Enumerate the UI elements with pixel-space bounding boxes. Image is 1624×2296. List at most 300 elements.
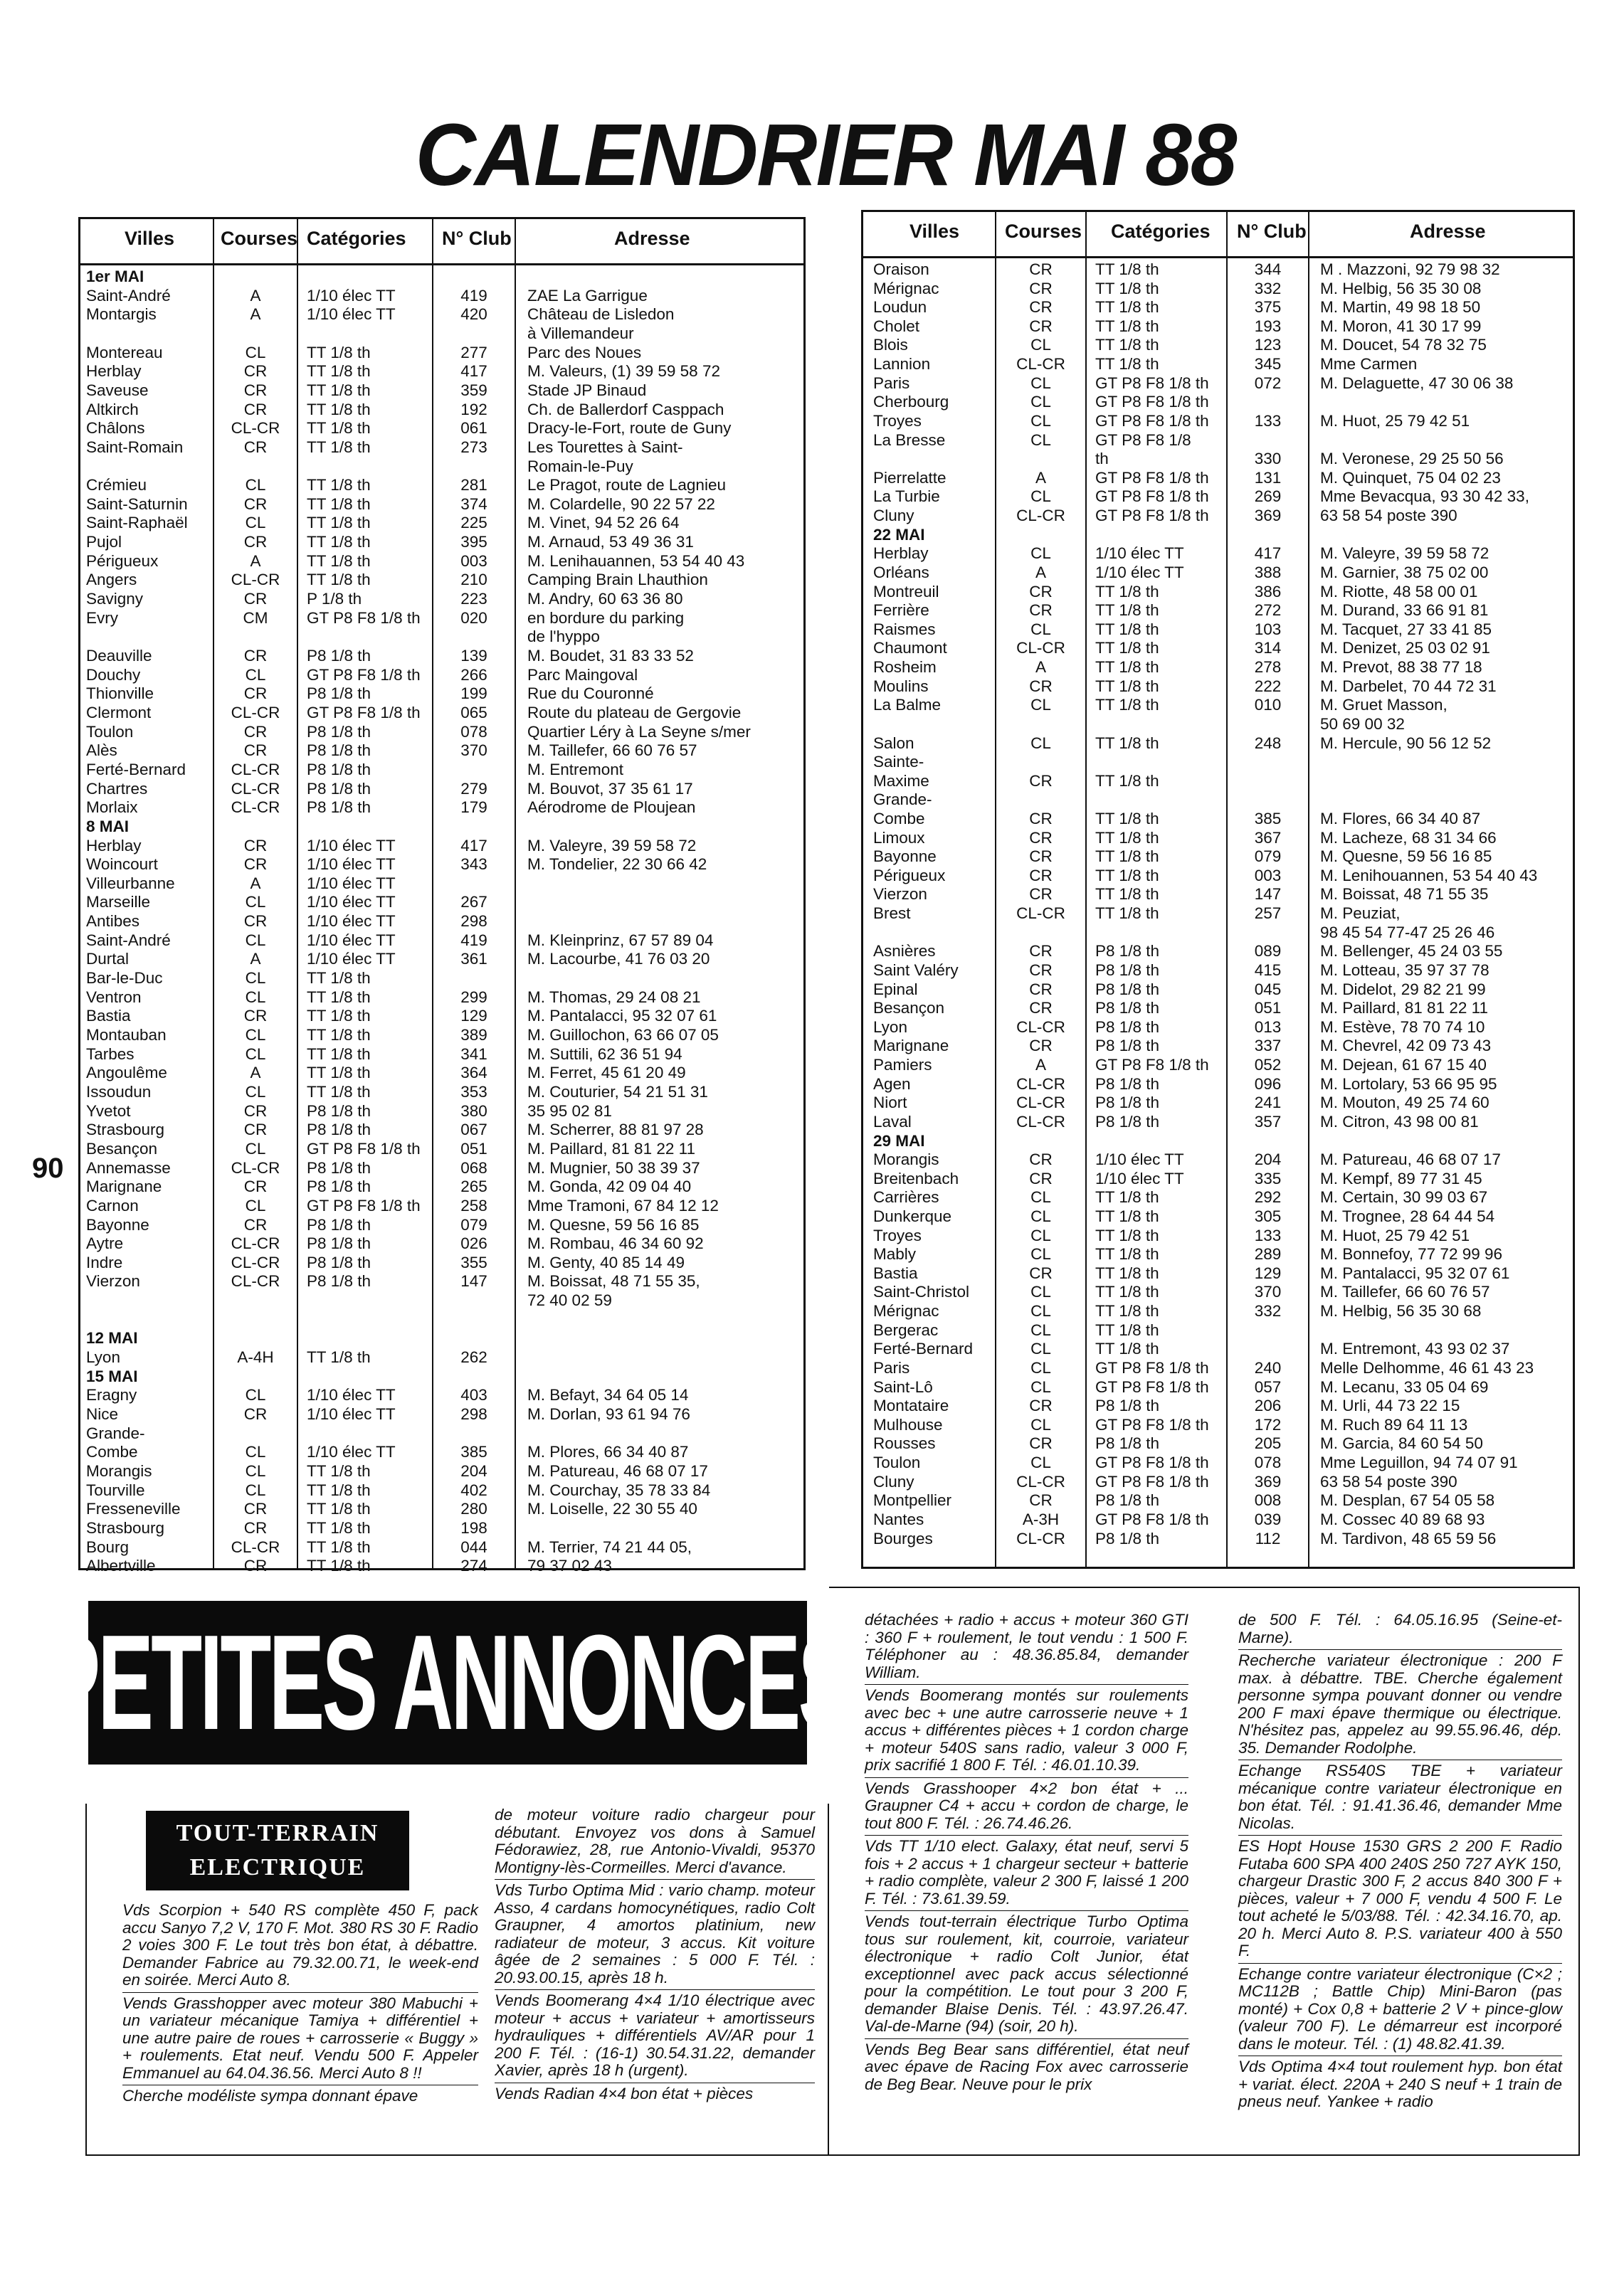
table-row xyxy=(80,684,803,704)
cell-categorie: P8 1/8 th xyxy=(1095,1397,1160,1415)
cell-ville: Bergerac xyxy=(873,1321,939,1339)
table-row xyxy=(80,950,803,969)
cell-categorie: TT 1/8 th xyxy=(1095,1207,1159,1225)
cell-adresse: M. Delaguette, 47 30 06 38 xyxy=(1320,374,1514,392)
cell-ville: Raismes xyxy=(873,620,936,638)
cell-adresse: M. Helbig, 56 35 30 08 xyxy=(1320,279,1482,297)
cell-ville: Saint-André xyxy=(86,286,171,305)
cell-adresse: 63 58 54 poste 390 xyxy=(1320,507,1457,525)
cell-club: 374 xyxy=(460,494,487,513)
cell-categorie: P8 1/8 th xyxy=(1095,942,1160,961)
cell-categorie: GT P8 F8 1/8 th xyxy=(1095,1510,1209,1528)
cell-ville: Bourg xyxy=(86,1538,130,1556)
cell-adresse: M. Loiselle, 22 30 55 40 xyxy=(527,1500,697,1518)
cell-courses: CL-CR xyxy=(1016,507,1065,525)
header-adresse: Adresse xyxy=(1410,221,1486,242)
cell-categorie: TT 1/8 th xyxy=(307,381,371,399)
cell-adresse: M. Citron, 43 98 00 81 xyxy=(1320,1112,1479,1131)
cell-adresse: M. Boissat, 48 71 55 35, xyxy=(527,1272,700,1291)
cell-courses: CR xyxy=(1029,601,1053,620)
cell-adresse: à Villemandeur xyxy=(527,324,634,342)
cell-adresse: Mme Leguillon, 94 74 07 91 xyxy=(1320,1454,1518,1472)
cell-categorie: P8 1/8 th xyxy=(1095,1037,1160,1055)
cell-club: 248 xyxy=(1254,734,1282,752)
classified-ad: Vends Boomerang 4×4 1/10 électrique avec moteur + accus + variateur + amortisseurs hydrauliques + différentiels AV/AR pour 1 200 F. Tél. : (16-1) 30.54.31.22, demander Xavier, après 18 h (urgent). xyxy=(495,1990,815,2083)
cell-ville: Salon xyxy=(873,734,914,752)
cell-adresse: Ch. de Ballerdorf Casppach xyxy=(527,400,724,418)
cell-categorie: TT 1/8 th xyxy=(1095,601,1159,620)
cell-courses: CR xyxy=(243,590,268,608)
cell-categorie: TT 1/8 th xyxy=(307,362,371,381)
cell-club: 267 xyxy=(460,893,487,911)
cell-ville: Bourges xyxy=(873,1529,933,1548)
calendar-table-right xyxy=(861,210,1575,1569)
cell-ville: Besançon xyxy=(873,999,945,1017)
cell-adresse: M. Paillard, 81 81 22 11 xyxy=(1320,999,1488,1017)
cell-categorie: GT P8 F8 1/8 th xyxy=(307,665,421,684)
cell-ville: Lannion xyxy=(873,355,931,374)
cell-categorie: TT 1/8 th xyxy=(1095,620,1159,638)
cell-ville: Thionville xyxy=(86,684,154,703)
cell-adresse: Mme Tramoni, 67 84 12 12 xyxy=(527,1196,719,1215)
cell-courses: CR xyxy=(243,1101,268,1120)
cell-ville: Altkirch xyxy=(86,400,139,418)
cell-ville: Angers xyxy=(86,571,137,589)
cell-categorie: TT 1/8 th xyxy=(307,1082,371,1101)
table-row xyxy=(863,677,1573,697)
cell-club: 193 xyxy=(1254,317,1282,335)
table-row xyxy=(80,855,803,874)
table-row xyxy=(863,564,1573,583)
cell-ville: Albertville xyxy=(86,1557,156,1575)
cell-adresse: M. Thomas, 29 24 08 21 xyxy=(527,988,701,1006)
cell-club: 129 xyxy=(460,1007,487,1025)
cell-adresse: M. Trognee, 28 64 44 54 xyxy=(1320,1207,1495,1225)
cell-ville: Herblay xyxy=(873,544,929,563)
cell-adresse: M. Garnier, 38 75 02 00 xyxy=(1320,563,1489,581)
classified-ad: Recherche variateur électronique : 200 F max. à débattre. TBE. Cherche également personne sympa pouvant donner ou vendre 200 F maxi épave thermique ou électrique. N'hésitez pas, appelez au 99.55.96.46, dép. 35. Demander Rodolphe. xyxy=(1238,1650,1562,1760)
header-club: N° Club xyxy=(1237,221,1307,242)
cell-categorie: TT 1/8 th xyxy=(307,1518,371,1537)
cell-courses: CR xyxy=(243,400,268,418)
table-row xyxy=(863,1207,1573,1227)
cell-club: 277 xyxy=(460,343,487,361)
cell-club: 415 xyxy=(1254,961,1282,979)
table-row xyxy=(80,780,803,799)
date-heading: 22 MAI xyxy=(873,525,925,544)
cell-courses: CR xyxy=(1029,885,1053,904)
cell-ville: La Balme xyxy=(873,696,942,714)
cell-courses: CL xyxy=(1030,1226,1051,1244)
cell-courses: CR xyxy=(1029,1491,1053,1510)
table-row xyxy=(80,1234,803,1254)
cell-courses: A xyxy=(1035,563,1046,581)
table-row xyxy=(80,1557,803,1576)
cell-ville: Morangis xyxy=(86,1461,152,1480)
cell-categorie: TT 1/8 th xyxy=(1095,260,1159,278)
cell-club: 013 xyxy=(1254,1017,1282,1036)
cell-ville: Besançon xyxy=(86,1139,158,1158)
cell-courses: CR xyxy=(243,741,268,760)
table-row xyxy=(863,1188,1573,1207)
cell-club: 370 xyxy=(1254,1283,1282,1301)
cell-adresse: M. Huot, 25 79 42 51 xyxy=(1320,1226,1470,1244)
cell-ville: Maxime xyxy=(873,771,929,790)
classified-ad: Vends Boomerang montés sur roulements avec bec + une autre carrosserie neuve + 1 accus + différentes pièces + 1 cordon charge + moteur 540S sans radio, valeur 3 000 F, prix sacrifié 1 800 F. Tél. : 46.01.10.39. xyxy=(865,1685,1188,1778)
cell-club: 385 xyxy=(460,1443,487,1461)
cell-ville: Indre xyxy=(86,1253,123,1271)
table-row xyxy=(863,1340,1573,1359)
cell-adresse: M. Andry, 60 63 36 80 xyxy=(527,590,683,608)
cell-ville: La Bresse xyxy=(873,430,946,449)
table-row xyxy=(80,988,803,1007)
classified-ad: Vends Grasshopper avec moteur 380 Mabuchi + un variateur mécanique Tamiya + différentiel + une autre paire de roues + carrosserie « Buggy » + roulements. Etat neuf. Vendu 500 F. Appeler Emmanuel au 64.04.36.56. Merci Auto 8 !! xyxy=(122,1993,478,2086)
cell-adresse: M. Certain, 30 99 03 67 xyxy=(1320,1188,1488,1207)
table-row xyxy=(863,507,1573,526)
table-row xyxy=(863,1170,1573,1189)
cell-adresse: Parc des Noues xyxy=(527,343,642,361)
cell-courses: CR xyxy=(243,1121,268,1139)
cell-adresse: Stade JP Binaud xyxy=(527,381,647,399)
cell-categorie: TT 1/8 th xyxy=(307,988,371,1006)
cell-categorie: TT 1/8 th xyxy=(1095,696,1159,714)
cell-ville: Villeurbanne xyxy=(86,874,175,892)
ads-column-3 xyxy=(865,1609,1188,2096)
cell-courses: CM xyxy=(243,608,268,627)
cell-ville: Montauban xyxy=(86,1026,167,1044)
cell-ville: Sainte- xyxy=(873,753,924,771)
table-row xyxy=(863,544,1573,564)
cell-club: 361 xyxy=(460,950,487,968)
table-row xyxy=(863,1302,1573,1321)
cell-courses: CR xyxy=(243,684,268,703)
table-row xyxy=(863,1018,1573,1037)
table-row xyxy=(863,658,1573,677)
cell-categorie: 1/10 élec TT xyxy=(307,855,396,874)
header-villes: Villes xyxy=(909,221,960,242)
cell-categorie: TT 1/8 th xyxy=(307,1007,371,1025)
table-row xyxy=(80,1443,803,1462)
cell-categorie: P8 1/8 th xyxy=(307,1215,371,1234)
table-row xyxy=(80,1272,803,1291)
table-row xyxy=(863,1454,1573,1473)
table-row xyxy=(80,1405,803,1424)
cell-categorie: GT P8 F8 1/8 th xyxy=(307,608,421,627)
cell-categorie: TT 1/8 th xyxy=(1095,279,1159,297)
cell-ville: Rousses xyxy=(873,1434,936,1453)
cell-courses: CR xyxy=(1029,809,1053,827)
cell-adresse: 50 69 00 32 xyxy=(1320,714,1405,733)
table-row xyxy=(80,344,803,363)
table-row xyxy=(80,381,803,401)
table-row xyxy=(80,931,803,951)
cell-club: 353 xyxy=(460,1082,487,1101)
table-row xyxy=(80,1102,803,1121)
cell-ville: Laval xyxy=(873,1112,912,1131)
cell-categorie: TT 1/8 th xyxy=(307,400,371,418)
cell-courses: CR xyxy=(243,912,268,931)
cell-club: 265 xyxy=(460,1178,487,1196)
cell-adresse: M. Gruet Masson, xyxy=(1320,696,1448,714)
cell-ville: Marignane xyxy=(86,1178,162,1196)
cell-courses: CL xyxy=(245,343,266,361)
cell-ville: Cherbourg xyxy=(873,393,949,411)
cell-categorie: P8 1/8 th xyxy=(307,779,371,798)
cell-club: 079 xyxy=(460,1215,487,1234)
cell-club: 078 xyxy=(460,722,487,741)
cell-club: 289 xyxy=(1254,1245,1282,1264)
cell-club: 026 xyxy=(460,1234,487,1253)
cell-adresse: M. Cossec 40 89 68 93 xyxy=(1320,1510,1485,1528)
cell-adresse: M. Didelot, 29 82 21 99 xyxy=(1320,980,1486,998)
table-row xyxy=(80,419,803,438)
cell-adresse: M. Lacourbe, 41 76 03 20 xyxy=(527,950,710,968)
table-row xyxy=(863,317,1573,337)
cell-ville: Saint-André xyxy=(86,931,171,949)
classified-ad: Vends Grasshooper 4×2 bon état + ... Graupner C4 + accu + cordon de charge, le tout 800 F. Tél. : 26.74.46.26. xyxy=(865,1778,1188,1836)
cell-categorie: th xyxy=(1095,450,1109,468)
cell-adresse: M. Helbig, 56 35 30 68 xyxy=(1320,1302,1482,1321)
table-row xyxy=(80,1481,803,1501)
cell-adresse: M. Garcia, 84 60 54 50 xyxy=(1320,1434,1483,1453)
cell-adresse: M. Valeurs, (1) 39 59 58 72 xyxy=(527,362,720,381)
cell-categorie: GT P8 F8 1/8 th xyxy=(1095,1056,1209,1074)
cell-courses: A xyxy=(250,874,261,892)
cell-adresse: M. Moron, 41 30 17 99 xyxy=(1320,317,1482,335)
cell-courses: CL xyxy=(1030,1358,1051,1377)
cell-courses: CR xyxy=(1029,847,1053,866)
cell-courses: CR xyxy=(243,533,268,551)
cell-ville: Troyes xyxy=(873,1226,922,1244)
cell-ville: Woincourt xyxy=(86,855,158,874)
cell-courses: CL xyxy=(245,1026,266,1044)
cell-categorie: 1/10 élec TT xyxy=(307,1405,396,1423)
cell-categorie: 1/10 élec TT xyxy=(307,305,396,324)
cell-adresse: M. Boissat, 48 71 55 35 xyxy=(1320,885,1489,904)
cell-club: 314 xyxy=(1254,639,1282,657)
cell-courses: CL-CR xyxy=(1016,1112,1065,1131)
table-row xyxy=(863,1359,1573,1378)
cell-adresse: M. Courchay, 35 78 33 84 xyxy=(527,1481,711,1499)
table-row xyxy=(80,305,803,324)
cell-courses: CR xyxy=(1029,980,1053,998)
date-heading: 15 MAI xyxy=(86,1367,138,1385)
page-number: 90 xyxy=(32,1153,64,1184)
cell-courses: CR xyxy=(1029,771,1053,790)
cell-courses: CR xyxy=(1029,1397,1053,1415)
cell-categorie: TT 1/8 th xyxy=(307,494,371,513)
cell-courses: CL xyxy=(1030,1321,1051,1339)
petites-annonces-banner xyxy=(44,1601,851,1765)
cell-categorie: TT 1/8 th xyxy=(1095,1302,1159,1321)
cell-categorie: TT 1/8 th xyxy=(307,1044,371,1063)
cell-categorie: 1/10 élec TT xyxy=(307,874,396,892)
cell-categorie: P8 1/8 th xyxy=(1095,999,1160,1017)
cell-ville: Châlons xyxy=(86,419,145,438)
cell-categorie: TT 1/8 th xyxy=(1095,885,1159,904)
cell-club: 051 xyxy=(460,1139,487,1158)
table-row xyxy=(80,1348,803,1367)
cell-courses: CR xyxy=(1029,1169,1053,1187)
table-row xyxy=(80,609,803,628)
cell-categorie: P8 1/8 th xyxy=(1095,1434,1160,1453)
classified-ad: de moteur voiture radio chargeur pour débutant. Envoyez vos dons à Samuel Fédorawiez, 28, rue Antonio-Vivaldi, 95370 Montigny-lès-Cormeilles. Merci d'avance. xyxy=(495,1804,815,1880)
cell-adresse: Le Pragot, route de Lagnieu xyxy=(527,476,726,494)
table-row xyxy=(863,431,1573,450)
table-row xyxy=(863,639,1573,658)
cell-adresse: M. Patureau, 46 68 07 17 xyxy=(527,1461,708,1480)
cell-courses: CR xyxy=(1029,298,1053,317)
cell-courses: CL-CR xyxy=(231,1158,280,1177)
cell-courses: CR xyxy=(243,836,268,855)
classified-ad: Vds Scorpion + 540 RS complète 450 F, pack accu Sanyo 7,2 V, 170 F. Mot. 380 RS 30 F. Radio 2 voies 300 F. Le tout très bon état, à débattre. Demander Fabrice au 79.32.00.71, le week-end en soirée. Merci Auto 8. xyxy=(122,1900,478,1993)
cell-adresse: 63 58 54 poste 390 xyxy=(1320,1472,1457,1491)
cell-club: 257 xyxy=(1254,904,1282,923)
cell-adresse: Camping Brain Lhauthion xyxy=(527,571,708,589)
cell-courses: CL-CR xyxy=(1016,355,1065,374)
cell-club: 341 xyxy=(460,1044,487,1063)
cell-adresse: Mme Bevacqua, 93 30 42 33, xyxy=(1320,487,1529,506)
cell-adresse: M. Colardelle, 90 22 57 22 xyxy=(527,494,715,513)
header-categories: Catégories xyxy=(1111,221,1211,242)
date-section xyxy=(863,1132,1573,1151)
cell-ville: Strasbourg xyxy=(86,1121,165,1139)
cell-categorie: TT 1/8 th xyxy=(307,1500,371,1518)
table-row xyxy=(80,1007,803,1026)
cell-ville: Blois xyxy=(873,336,908,354)
table-row xyxy=(80,1462,803,1481)
cell-categorie: P8 1/8 th xyxy=(1095,961,1160,979)
table-row xyxy=(80,514,803,533)
cell-courses: CL xyxy=(1030,1415,1051,1434)
cell-ville: Savigny xyxy=(86,590,144,608)
cell-club: 172 xyxy=(1254,1415,1282,1434)
table-row xyxy=(863,885,1573,904)
cell-adresse: M. Ferret, 45 61 20 49 xyxy=(527,1064,686,1082)
cell-club: 061 xyxy=(460,419,487,438)
cell-categorie: TT 1/8 th xyxy=(307,476,371,494)
table-row xyxy=(80,798,803,818)
cell-courses: CR xyxy=(243,1518,268,1537)
cell-categorie: TT 1/8 th xyxy=(1095,1188,1159,1207)
cell-ville: Aytre xyxy=(86,1234,124,1253)
cell-club: 008 xyxy=(1254,1491,1282,1510)
table-row xyxy=(863,942,1573,961)
cell-categorie: GT P8 F8 1/8 th xyxy=(1095,411,1209,430)
cell-ville: Ferrière xyxy=(873,601,929,620)
cell-adresse: Dracy-le-Fort, route de Guny xyxy=(527,419,732,438)
table-row xyxy=(863,412,1573,431)
table-row xyxy=(80,1519,803,1538)
cell-club: 204 xyxy=(460,1461,487,1480)
cell-ville: Saint-Lô xyxy=(873,1377,933,1396)
cell-courses: CL xyxy=(1030,374,1051,392)
cell-adresse: M. Ruch 89 64 11 13 xyxy=(1320,1415,1468,1434)
cell-ville: Saint-Saturnin xyxy=(86,494,188,513)
cell-adresse: M. Vinet, 94 52 26 64 xyxy=(527,514,680,532)
table-row xyxy=(863,1037,1573,1056)
table-row xyxy=(863,772,1573,791)
cell-ville: Herblay xyxy=(86,836,142,855)
cell-categorie: GT P8 F8 1/8 th xyxy=(1095,1454,1209,1472)
cell-categorie: TT 1/8 th xyxy=(307,969,371,988)
classified-ad: Vends Radian 4×4 bon état + pièces xyxy=(495,2084,754,2102)
table-row xyxy=(80,1083,803,1102)
cell-ville: Orléans xyxy=(873,563,929,581)
cell-courses: CL xyxy=(245,1386,266,1404)
cell-adresse: M. Desplan, 67 54 05 58 xyxy=(1320,1491,1495,1510)
cell-courses: CL-CR xyxy=(1016,1529,1065,1548)
cell-courses: CR xyxy=(243,722,268,741)
table-row xyxy=(863,355,1573,374)
cell-categorie: P8 1/8 th xyxy=(307,798,371,817)
table-row xyxy=(80,1311,803,1330)
cell-courses: CL xyxy=(245,476,266,494)
cell-ville: Niort xyxy=(873,1094,907,1112)
cell-courses: CL xyxy=(1030,336,1051,354)
cell-club: 337 xyxy=(1254,1037,1282,1055)
date-heading: 8 MAI xyxy=(86,817,130,835)
table-row xyxy=(863,336,1573,355)
table-row xyxy=(80,1026,803,1045)
cell-ville: Issoudun xyxy=(86,1082,152,1101)
table-row xyxy=(80,1140,803,1159)
cell-ville: Vierzon xyxy=(86,1272,140,1291)
classified-ad: Echange RS540S TBE + variateur mécanique contre variateur électronique en bon état. Tél. : 91.41.36.46, demander Mme Nicolas. xyxy=(1238,1760,1562,1836)
cell-ville: Périgueux xyxy=(873,866,946,884)
cell-club: 298 xyxy=(460,912,487,931)
table-row xyxy=(863,260,1573,280)
cell-ville: Montreuil xyxy=(873,582,939,601)
cell-ville: Nice xyxy=(86,1405,119,1423)
cell-categorie: GT P8 F8 1/8 th xyxy=(1095,374,1209,392)
cell-categorie: TT 1/8 th xyxy=(307,419,371,438)
cell-club: 278 xyxy=(1254,658,1282,677)
cell-categorie: TT 1/8 th xyxy=(1095,355,1159,374)
cell-club: 344 xyxy=(1254,260,1282,278)
cell-club: 123 xyxy=(1254,336,1282,354)
header-categories: Catégories xyxy=(307,228,406,249)
cell-club: 003 xyxy=(460,551,487,570)
cell-adresse: Les Tourettes à Saint- xyxy=(527,438,683,456)
table-row xyxy=(80,1159,803,1178)
cell-ville: Bayonne xyxy=(86,1215,149,1234)
table-row xyxy=(80,362,803,381)
header-villes: Villes xyxy=(125,228,175,249)
cell-adresse: 35 95 02 81 xyxy=(527,1101,612,1120)
cell-adresse: M. Dorlan, 93 61 94 76 xyxy=(527,1405,690,1423)
cell-adresse: M. Chevrel, 42 09 73 43 xyxy=(1320,1037,1492,1055)
cell-categorie: P8 1/8 th xyxy=(1095,1094,1160,1112)
table-row xyxy=(863,393,1573,412)
section-heading xyxy=(146,1811,409,1890)
cell-categorie: P8 1/8 th xyxy=(307,1272,371,1291)
cell-categorie: TT 1/8 th xyxy=(1095,658,1159,677)
table-row xyxy=(80,401,803,420)
cell-categorie: 1/10 élec TT xyxy=(307,931,396,949)
table-row xyxy=(80,1216,803,1235)
cell-adresse: M. Martin, 49 98 18 50 xyxy=(1320,298,1481,317)
cell-ville: Grande- xyxy=(873,790,932,809)
cell-club: 364 xyxy=(460,1064,487,1082)
table-row xyxy=(863,715,1573,734)
cell-courses: CR xyxy=(243,494,268,513)
cell-club: 298 xyxy=(460,1405,487,1423)
cell-ville: Montargis xyxy=(86,305,157,324)
cell-ville: Mérignac xyxy=(873,1302,939,1321)
cell-courses: CL xyxy=(1030,544,1051,563)
cell-ville: Grande- xyxy=(86,1424,145,1442)
